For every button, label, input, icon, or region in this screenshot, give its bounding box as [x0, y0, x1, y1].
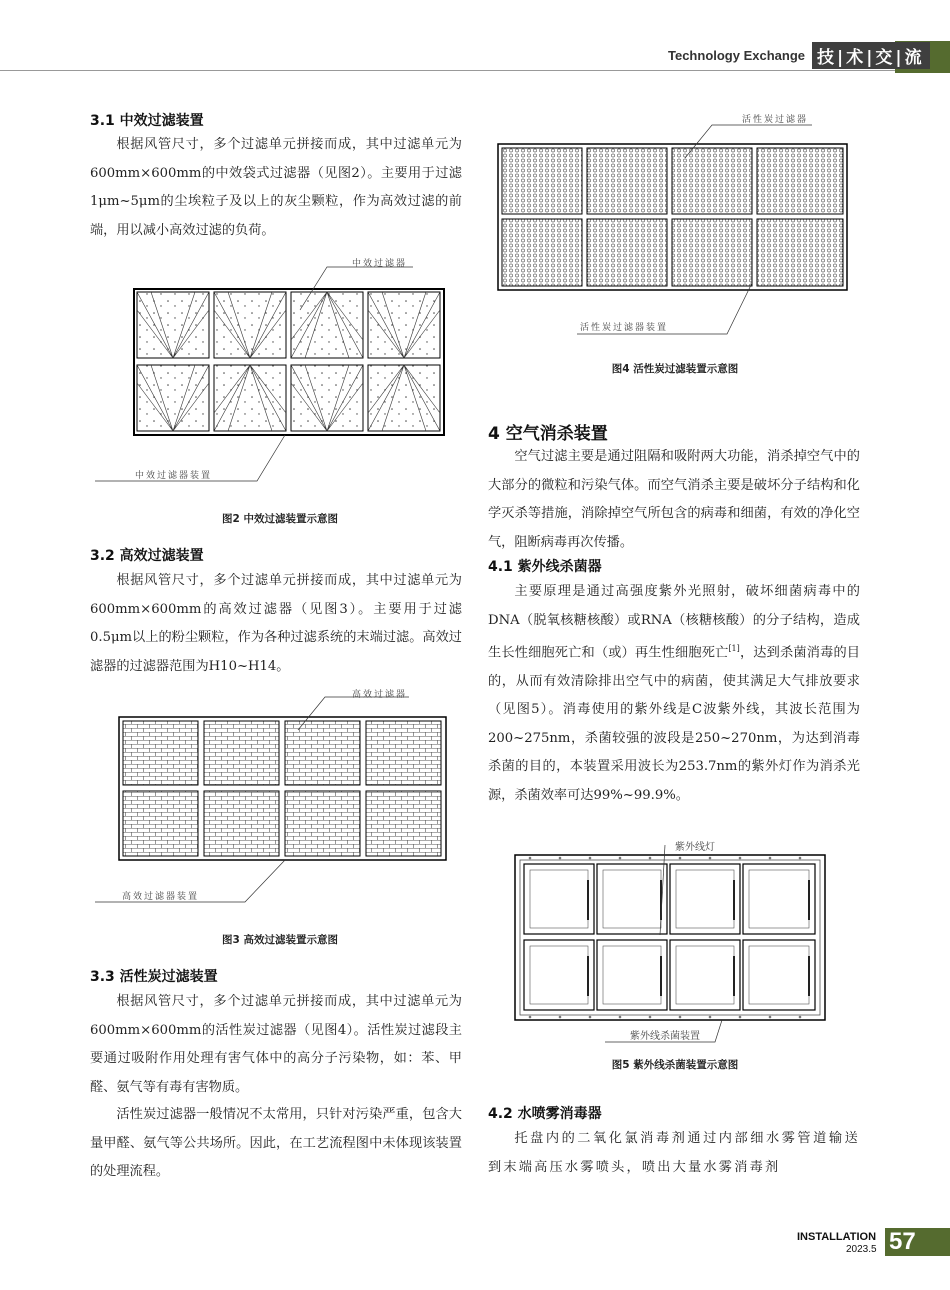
footer-page-number: 57 — [885, 1228, 950, 1256]
fig4-label-bottom: 活性炭过滤器装置 — [580, 323, 669, 333]
section-3-1-body: 根据风管尺寸，多个过滤单元拼接而成，其中过滤单元为600mm×600mm的中效袋式过滤器（见图2）。主要用于过滤1μm~5μm的尘埃粒子及以上的灰尘颗粒，作为高效过滤的前端，用以减小高效过滤的负荷。 — [90, 137, 462, 238]
header-chinese: 技|术|交|流 — [812, 42, 930, 69]
section-3-3-title: 3.3 活性炭过滤装置 — [90, 969, 218, 985]
fig3-label-top: 高效过滤器 — [352, 690, 408, 700]
fig5-label-top: 紫外线灯 — [675, 842, 715, 853]
fig3-label-bottom: 高效过滤器装置 — [122, 892, 200, 902]
fig2-caption: 图2 中效过滤装置示意图 — [222, 513, 338, 525]
section-4-title: 4 空气消杀装置 — [488, 424, 608, 444]
fig2-label-bottom: 中效过滤器装置 — [135, 471, 213, 481]
citation-ref[interactable]: [1] — [728, 644, 740, 653]
section-3-2-title: 3.2 高效过滤装置 — [90, 548, 204, 564]
header-english: Technology Exchange — [668, 48, 806, 63]
fig2-label-top: 中效过滤器 — [352, 259, 408, 269]
section-3-1-title: 3.1 中效过滤装置 — [90, 113, 204, 129]
fig3-diagram — [95, 680, 465, 905]
fig4-diagram — [490, 108, 860, 338]
fig5-caption: 图5 紫外线杀菌装置示意图 — [611, 1059, 739, 1071]
footer-magazine: INSTALLATION — [797, 1231, 877, 1243]
section-4-body: 空气过滤主要是通过阻隔和吸附两大功能，消杀掉空气中的大部分的微粒和污染气体。而空气消杀主要是破坏分子结构和化学灭杀等措施，消除掉空气所包含的病毒和细菌，有效的净化空气，阻断病毒再次传播。 — [488, 449, 860, 550]
fig4-label-top: 活性炭过滤器 — [742, 115, 809, 125]
fig5-label-bottom: 紫外线杀菌装置 — [630, 1031, 700, 1042]
section-4-1-body: 主要原理是通过高强度紫外光照射，破坏细菌病毒中的DNA（脱氧核糖核酸）或RNA（核糖核酸）的分子结构，造成生长性细胞死亡和（或）再生性细胞死亡[1]，达到杀菌消毒的目的，从而有效清除排出空气中的病菌，使其满足大气排放要求（见图5）。消毒使用的紫外线是C波紫外线，其波长范围为200~275nm，杀菌较强的波段是250~270nm，为达到消毒杀菌的目的，本装置采用波长为253.7nm的紫外灯作为消杀光源，杀菌效率可达99%~99.9%。 — [488, 584, 860, 803]
header-rule — [0, 70, 950, 71]
section-4-2-body: 托盘内的二氧化氯消毒剂通过内部细水雾管道输送到末端高压水雾喷头，喷出大量水雾消毒剂 — [488, 1131, 860, 1175]
fig5-diagram — [510, 840, 830, 1045]
section-4-1-title: 4.1 紫外线杀菌器 — [488, 559, 602, 575]
section-3-3-body-1: 根据风管尺寸，多个过滤单元拼接而成，其中过滤单元为600mm×600mm的活性炭过滤器（见图4）。活性炭过滤段主要通过吸附作用处理有害气体中的高分子污染物，如：苯、甲醛、氨气等有毒有害物质。 — [90, 994, 462, 1095]
fig4-caption: 图4 活性炭过滤装置示意图 — [611, 363, 739, 375]
section-3-3-body-2: 活性炭过滤器一般情况不太常用，只针对污染严重，包含大量甲醛、氨气等公共场所。因此，在工艺流程图中未体现该装置的处理流程。 — [90, 1107, 462, 1179]
footer-issue: 2023.5 — [846, 1244, 877, 1255]
fig2-diagram — [95, 250, 465, 490]
fig3-caption: 图3 高效过滤装置示意图 — [222, 934, 338, 946]
section-4-2-title: 4.2 水喷雾消毒器 — [488, 1106, 602, 1122]
section-3-2-body: 根据风管尺寸，多个过滤单元拼接而成，其中过滤单元为600mm×600mm的高效过滤器（见图3）。主要用于过滤0.5μm以上的粉尘颗粒，作为各种过滤系统的末端过滤。高效过滤器的过滤器范围为H10~H14。 — [90, 573, 462, 674]
